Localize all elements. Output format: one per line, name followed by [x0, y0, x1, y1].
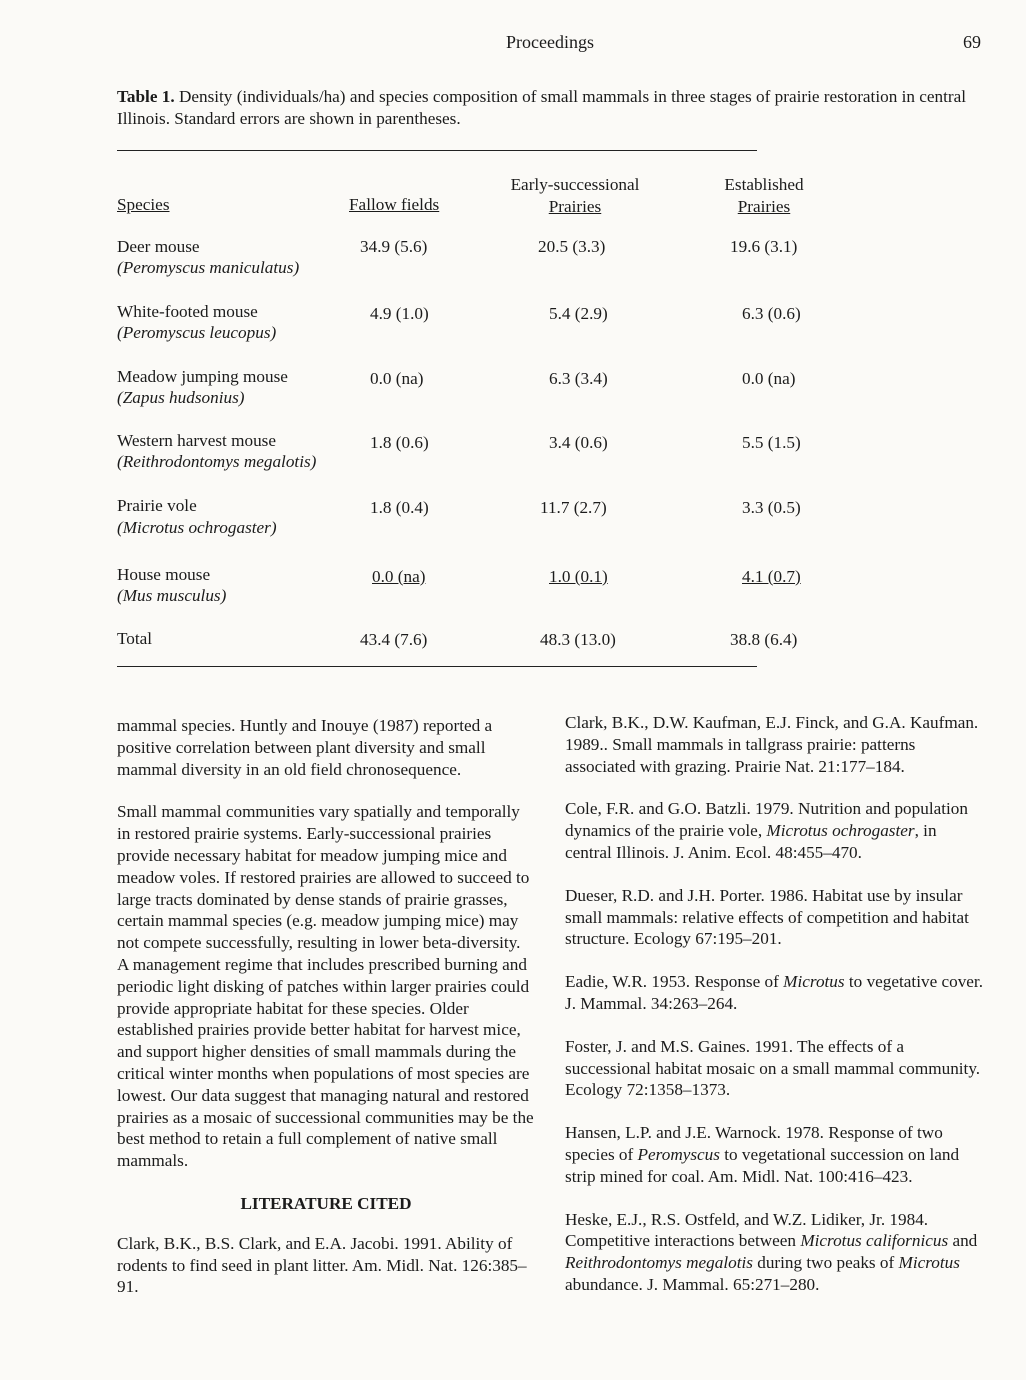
body-paragraph: mammal species. Huntly and Inouye (1987) reported a positive correlation between plant diversity and small mammal diversity in an old field chronosequence. [117, 716, 493, 779]
species-latin-name: (Peromyscus maniculatus) [117, 258, 300, 277]
reference-item: Heske, E.J., R.S. Ostfeld, and W.Z. Lidiker, Jr. 1984. Competitive interactions between Microtus californicus and Reithrodontomys megalotis during two peaks of Microtus abundance. J. Mammal. 65:271–280. [565, 1209, 978, 1294]
cell-early: 6.3 (3.4) [549, 369, 608, 388]
col-header-early-bottom: Prairies [548, 197, 602, 216]
cell-early: 20.5 (3.3) [538, 237, 606, 256]
right-column [565, 712, 985, 1317]
page-number: 69 [963, 32, 981, 52]
table-row-species [117, 236, 299, 278]
species-latin-name: (Zapus hudsonius) [117, 388, 245, 407]
species-common-name: Deer mouse [117, 237, 200, 256]
table-row-species [117, 564, 226, 606]
cell-fallow: 4.9 (1.0) [370, 304, 429, 323]
reference-item: Eadie, W.R. 1953. Response of Microtus to vegetative cover. J. Mammal. 34:263–264. [565, 972, 984, 1013]
table-label: Table 1. [117, 87, 175, 106]
cell-established: 19.6 (3.1) [730, 237, 798, 256]
cell-fallow: 0.0 (na) [372, 567, 426, 586]
table-caption-text: Density (individuals/ha) and species composition of small mammals in three stages of prairie restoration in central Illinois. Standard errors are shown in parentheses. [117, 87, 967, 128]
species-latin-name: (Peromyscus leucopus) [117, 323, 277, 342]
col-header-species: Species [117, 195, 170, 214]
cell-established: 0.0 (na) [742, 369, 796, 388]
cell-fallow: 1.8 (0.4) [370, 498, 429, 517]
table-caption [117, 86, 967, 130]
table-bottom-rule [117, 666, 757, 667]
reference-item: Foster, J. and M.S. Gaines. 1991. The effects of a successional habitat mosaic on a small mammal community. Ecology 72:1358–1373. [565, 1036, 981, 1100]
cell-established: 6.3 (0.6) [742, 304, 801, 323]
species-common-name: House mouse [117, 565, 211, 584]
reference-item: Clark, B.K., D.W. Kaufman, E.J. Finck, and G.A. Kaufman. 1989.. Small mammals in tallgrass prairie: patterns associated with grazing. Prairie Nat. 21:177–184. [565, 713, 979, 776]
total-early: 48.3 (13.0) [540, 630, 616, 649]
section-heading: LITERATURE CITED [240, 1193, 412, 1213]
col-header-established-top: Established [724, 175, 804, 194]
cell-fallow: 34.9 (5.6) [360, 237, 428, 256]
cell-early: 1.0 (0.1) [549, 567, 608, 586]
species-common-name: Western harvest mouse [117, 431, 276, 450]
total-label: Total [117, 629, 153, 648]
species-latin-name: (Microtus ochrogaster) [117, 518, 277, 537]
reference-item: Dueser, R.D. and J.H. Porter. 1986. Habitat use by insular small mammals: relative effects of competition and habitat structure. Ecology 67:195–201. [565, 885, 969, 949]
col-header-fallow: Fallow fields [349, 195, 440, 214]
running-header-title: Proceedings [506, 32, 594, 52]
species-latin-name: (Mus musculus) [117, 586, 227, 605]
reference-item: Hansen, L.P. and J.E. Warnock. 1978. Response of two species of Peromyscus to vegetational succession on land strip mined for coal. Am. Midl. Nat. 100:416–423. [565, 1123, 960, 1186]
table-row-species [117, 430, 316, 472]
table-row-species [117, 301, 276, 343]
species-latin-name: (Reithrodontomys megalotis) [117, 452, 317, 471]
cell-fallow: 1.8 (0.6) [370, 433, 429, 452]
cell-established: 5.5 (1.5) [742, 433, 801, 452]
col-header-early-top: Early-successional [510, 175, 640, 194]
left-column [117, 715, 535, 1319]
table-row-species [117, 495, 277, 539]
total-established: 38.8 (6.4) [730, 630, 798, 649]
species-common-name: Prairie vole [117, 496, 197, 515]
cell-early: 3.4 (0.6) [549, 433, 608, 452]
reference-item: Clark, B.K., B.S. Clark, and E.A. Jacobi. 1991. Ability of rodents to find seed in plant litter. Am. Midl. Nat. 126:385–91. [117, 1233, 527, 1297]
reference-item: Cole, F.R. and G.O. Batzli. 1979. Nutrition and population dynamics of the prairie vole, Microtus ochrogaster, in central Illinois. J. Anim. Ecol. 48:455–470. [565, 799, 968, 862]
species-common-name: White-footed mouse [117, 302, 258, 321]
table-top-rule [117, 150, 757, 151]
col-header-established-bottom: Prairies [737, 197, 791, 216]
table-row-species [117, 366, 288, 408]
cell-established: 3.3 (0.5) [742, 498, 801, 517]
cell-fallow: 0.0 (na) [370, 369, 424, 388]
cell-established: 4.1 (0.7) [742, 567, 801, 586]
total-fallow: 43.4 (7.6) [360, 630, 428, 649]
cell-early: 11.7 (2.7) [540, 498, 607, 517]
body-paragraph: Small mammal communities vary spatially and temporally in restored prairie systems. Early-successional prairies provide necessary habitat for meadow jumping mice and meadow voles. If restored prairies are allowed to succeed to large tracts dominated by dense stands of prairie grasses, certain mammal species (e.g. meadow jumping mice) may not compete successfully, resulting in lower beta-diversity. A management regime that includes prescribed burning and periodic light disking of patches within larger prairies could provide appropriate habitat for these species. Older established prairies provide better habitat for harvest mice, and support higher densities of small mammals during the critical winter months when populations of most species are lowest. Our data suggest that managing natural and restored prairies as a mosaic of successional communities may be the best method to retain a full complement of native small mammals. [117, 802, 534, 1171]
cell-early: 5.4 (2.9) [549, 304, 608, 323]
species-common-name: Meadow jumping mouse [117, 367, 288, 386]
